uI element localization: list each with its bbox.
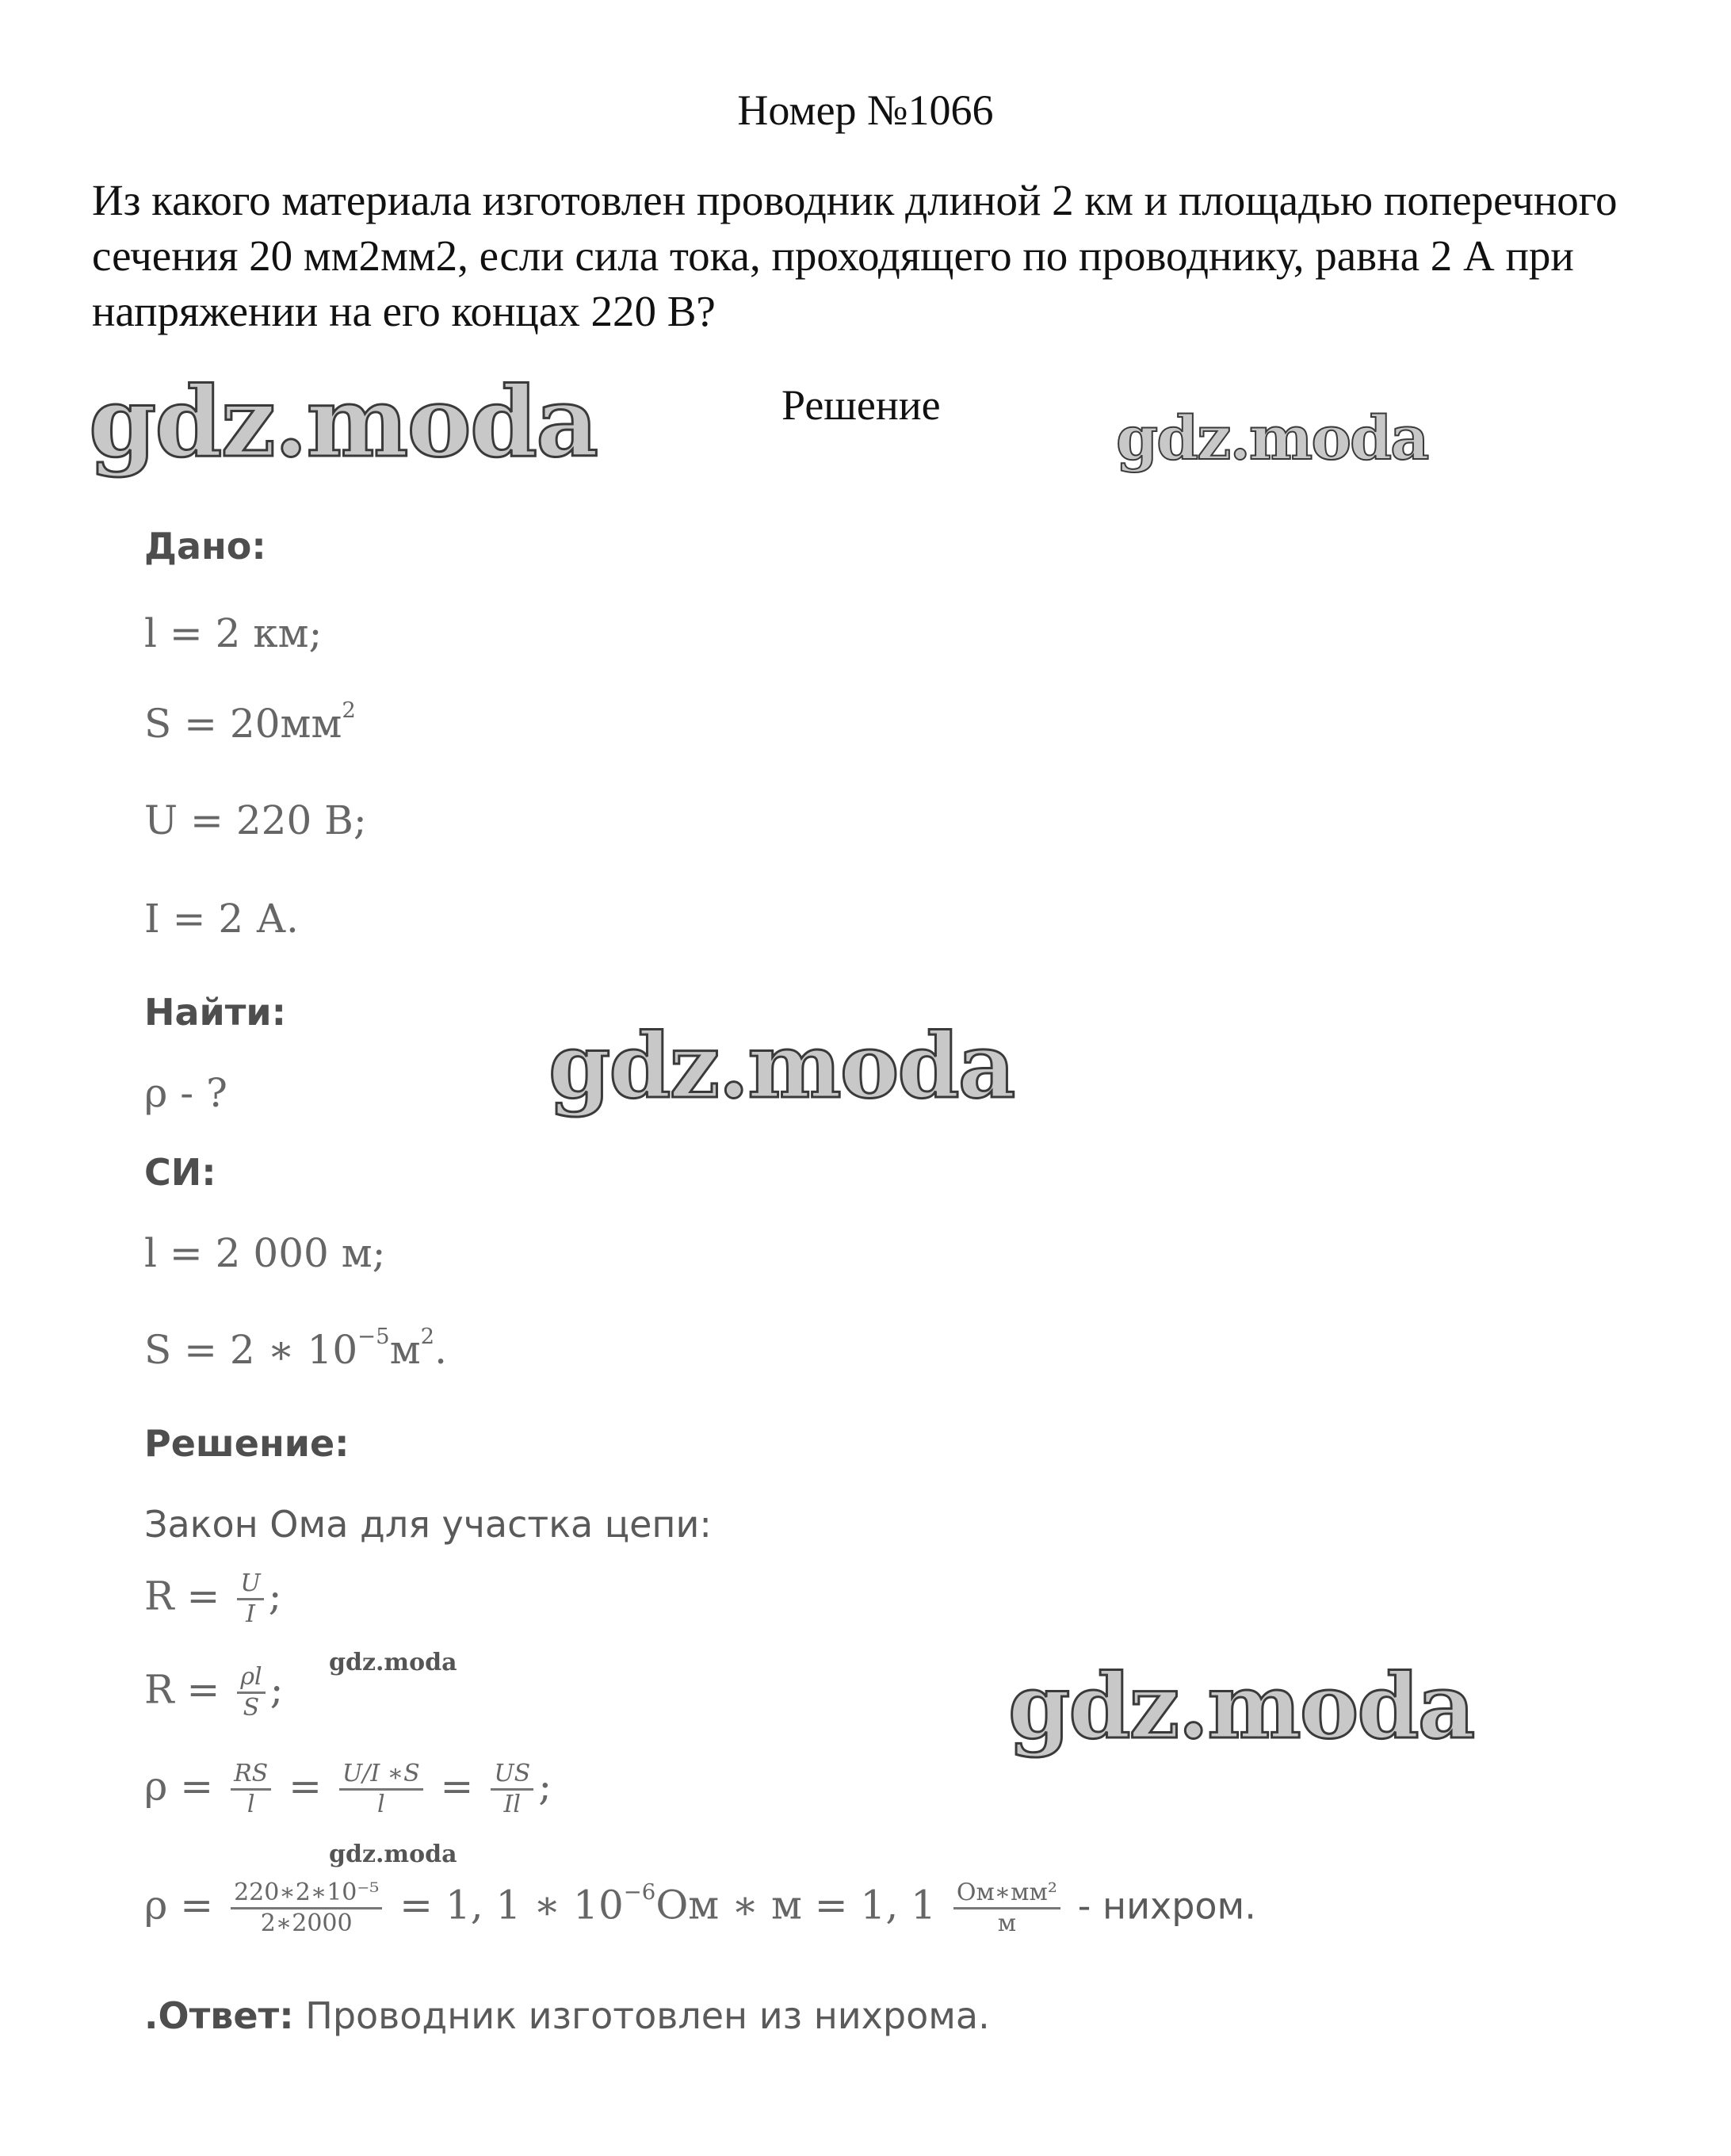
given-area: [144, 698, 356, 747]
fraction-denominator: м: [997, 1909, 1017, 1937]
result-exponent: −6: [623, 1879, 656, 1905]
answer-line: [144, 1994, 990, 2037]
fraction-denominator: I: [246, 1600, 255, 1628]
given-heading: Дано:: [144, 525, 266, 568]
fraction-numerator: U: [237, 1569, 263, 1600]
solution-title: Решение: [781, 381, 941, 429]
solution-heading: Решение:: [144, 1422, 350, 1465]
watermark-small-1: gdz.moda: [329, 1649, 457, 1676]
watermark-logo-1: gdz.moda: [89, 365, 598, 479]
si-area: [144, 1324, 447, 1373]
fraction-numerator: RS: [231, 1760, 271, 1791]
page-title: Номер №1066: [737, 86, 994, 134]
formula-rho-label-2: ρ =: [144, 1882, 214, 1929]
problem-statement: Из какого материала изготовлен проводник длиной 2 км и площадью поперечного сечения 20 мм2мм2, если сила тока, проходящего по проводнику, равна 2 А при напряжении на его концах 220 В?: [92, 176, 1618, 335]
fraction-us-over-il: [491, 1760, 533, 1819]
fraction-u-over-i: [237, 1569, 263, 1629]
answer-text: Проводник изготовлен из нихрома.: [293, 1994, 990, 2037]
formula-r-ohm: R = $\frac{U}{I}$ ;: [144, 1569, 282, 1628]
ohm-law-text: Закон Ома для участка цепи:: [144, 1503, 712, 1546]
si-area-unit-exp: 2: [420, 1324, 435, 1349]
answer-label: .Ответ:: [144, 1994, 294, 2037]
fraction-numerator: ρl: [237, 1663, 265, 1694]
formula-r-label-2: R =: [144, 1666, 220, 1713]
fraction-denominator: l: [376, 1791, 385, 1818]
watermark-logo-3: gdz.moda: [548, 1015, 1015, 1118]
watermark-logo-4: gdz.moda: [1008, 1655, 1474, 1759]
fraction-numerator: 220∗2∗10⁻⁵: [231, 1879, 382, 1909]
find-heading: Найти:: [144, 991, 287, 1034]
fraction-denominator: S: [243, 1694, 260, 1722]
fraction-rho-l-over-s: [237, 1663, 265, 1722]
result-material: - нихром.: [1077, 1884, 1256, 1928]
given-area-value: S = 20мм: [144, 700, 342, 747]
fraction-numerator: U/I ∗S: [339, 1760, 423, 1791]
watermark-small-2: gdz.moda: [329, 1841, 457, 1868]
fraction-unit: [953, 1879, 1060, 1938]
find-resistivity: ρ - ?: [144, 1070, 227, 1116]
given-area-exp: 2: [342, 698, 356, 723]
fraction-u-i-s-over-l: [339, 1760, 423, 1819]
watermark-logo-2: gdz.moda: [1116, 403, 1428, 473]
formula-r-label: R =: [144, 1573, 220, 1619]
si-heading: СИ:: [144, 1151, 216, 1194]
si-area-end: .: [434, 1326, 447, 1373]
fraction-denominator: l: [246, 1791, 255, 1818]
formula-r-resistivity: R = $\frac{\rho l}{S}$ ;: [144, 1663, 284, 1722]
given-current: I = 2 А.: [144, 896, 299, 942]
fraction-rs-over-l: [231, 1760, 271, 1819]
formula-rho-result: [144, 1879, 1256, 1938]
fraction-denominator: Il: [503, 1791, 521, 1818]
result-middle: = 1, 1 ∗ 10: [399, 1882, 624, 1929]
fraction-numeric: [231, 1879, 382, 1938]
fraction-denominator: 2∗2000: [260, 1909, 353, 1937]
given-length: l = 2 км;: [144, 610, 323, 656]
formula-rho-label: ρ =: [144, 1763, 214, 1810]
given-voltage: U = 220 В;: [144, 797, 367, 843]
si-length: l = 2 000 м;: [144, 1230, 386, 1276]
si-area-unit: м: [389, 1326, 421, 1373]
formula-rho-derivation: ρ = $\frac{RS}{l}$ = $\frac{U/I ∗S}{l}$ = $\frac{US}{Il}$ ;: [144, 1760, 552, 1818]
fraction-numerator: US: [491, 1760, 533, 1791]
si-area-exp: −5: [357, 1324, 390, 1349]
result-unit: Ом ∗ м = 1, 1: [655, 1882, 936, 1929]
fraction-numerator: Ом∗мм²: [953, 1879, 1060, 1909]
si-area-base: S = 2 ∗ 10: [144, 1326, 358, 1373]
